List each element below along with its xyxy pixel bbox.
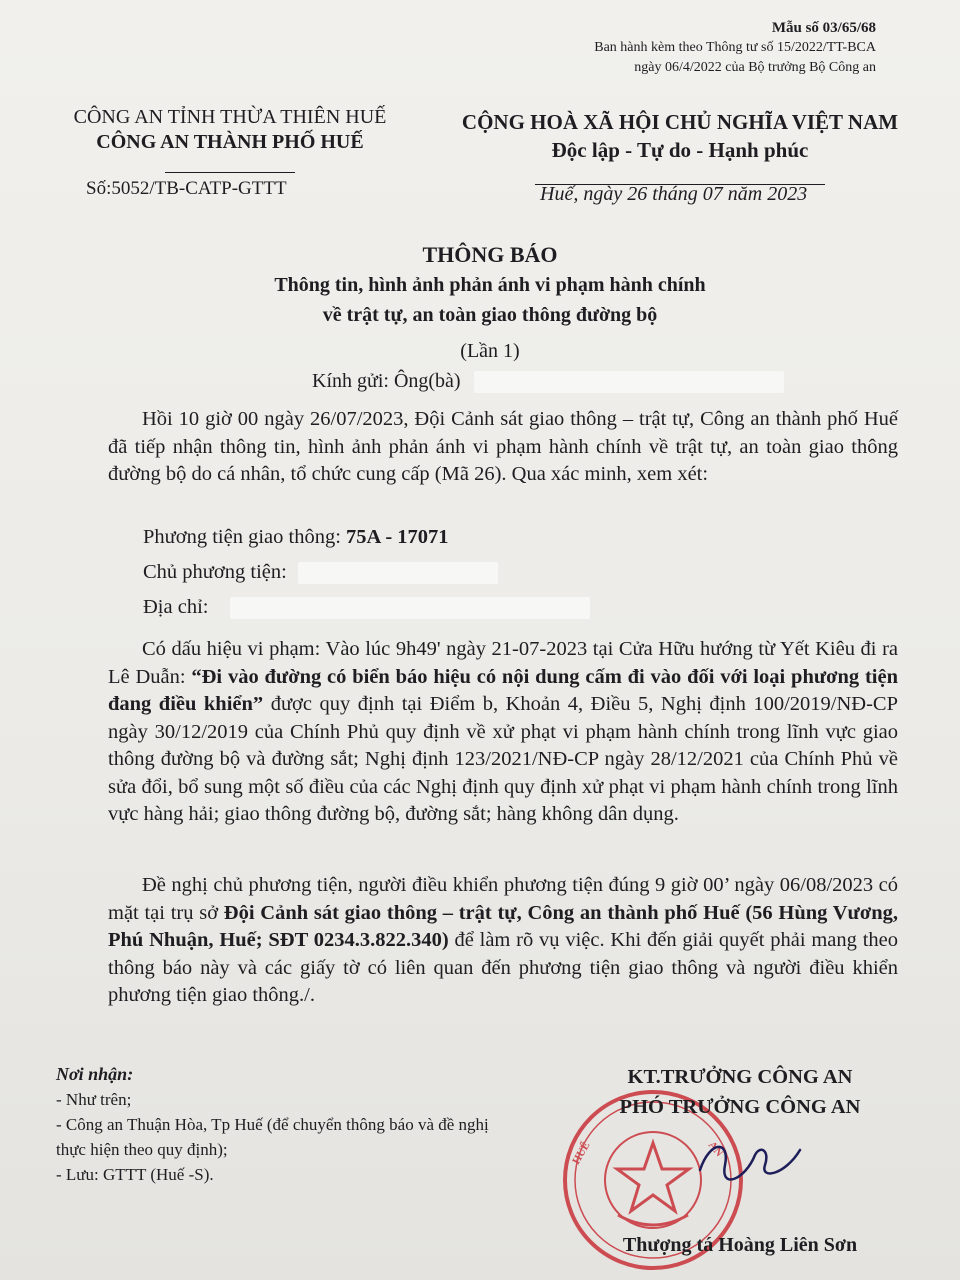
request-office: Đội Cảnh sát giao thông – trật tự, Công an thành phố Huế (56 Hùng Vương, Phú Nhuận, Huế; SĐT 0234.3.822.340) [108, 901, 898, 951]
owner-field [143, 561, 498, 584]
violation-lead: Có dấu hiệu vi phạm: Vào lúc 9h49' ngày 21-07-2023 tại Cửa Hữu hướng từ Yết Kiêu đi ra Lê Duẫn: [108, 638, 898, 688]
notice-subtitle-1: Thông tin, hình ảnh phản ánh vi phạm hành chính [274, 274, 706, 296]
national-motto: Độc lập - Tự do - Hạnh phúc [551, 138, 809, 162]
national-heading [430, 108, 930, 192]
address-field [143, 596, 590, 619]
place-and-date: Huế, ngày 26 tháng 07 năm 2023 [540, 183, 808, 205]
recipient-label: Kính gửi: Ông(bà) [312, 370, 461, 392]
agency-name: CÔNG AN THÀNH PHỐ HUẾ [96, 131, 364, 153]
receiver-item: - Công an Thuận Hòa, Tp Huế (để chuyển thông báo và đề nghị thực hiện theo quy định); [56, 1115, 489, 1159]
notice-subtitle-2: về trật tự, an toàn giao thông đường bộ [322, 304, 658, 326]
notice-title: THÔNG BÁO [422, 242, 558, 267]
violation-offense: “Đi vào đường có biển báo hiệu có nội dung cấm đi vào đối với loại phương tiện đang điều khiển” [108, 665, 899, 715]
form-reference [594, 18, 876, 78]
notice-title-block [100, 240, 880, 366]
receivers-heading: Nơi nhận: [56, 1064, 134, 1084]
license-plate: 75A - 17071 [346, 526, 449, 548]
form-issued-date: ngày 06/4/2022 của Bộ trưởng Bộ Công an [634, 60, 876, 75]
violation-legal-basis: được quy định tại Điểm b, Khoản 4, Điều 5, Nghị định 100/2019/NĐ-CP ngày 30/12/2019 của Chính Phủ quy định về xử phạt vi phạm hành chính trong lĩnh vực giao thông đường bộ và đường sắt; Nghị định 123/2021/NĐ-CP ngày 28/12/2021 của Chính Phủ về sửa đổi, bổ sung một số điều của các Nghị định quy định xử phạt vi phạm hành chính trong lĩnh vực hàng hải; giao thông đường bộ, đường sắt; hàng không dân dụng. [108, 693, 899, 825]
redacted-owner [298, 562, 498, 584]
request-lead: Đề nghị chủ phương tiện, người điều khiển phương tiện đúng 9 giờ 00’ ngày 06/08/2023 có mặt tại trụ sở [108, 874, 898, 924]
parent-agency: CÔNG AN TỈNH THỪA THIÊN HUẾ [73, 106, 387, 128]
signer-block [560, 1062, 920, 1122]
form-issued-by: Ban hành kèm theo Thông tư số 15/2022/TT-BCA [594, 40, 876, 55]
intro-paragraph: Hồi 10 giờ 00 ngày 26/07/2023, Đội Cảnh sát giao thông – trật tự, Công an thành phố Huế đã tiếp nhận thông tin, hình ảnh phản ánh vi phạm hành chính về trật tự, an toàn giao thông đường bộ do cá nhân, tổ chức cung cấp (Mã 26). Qua xác minh, xem xét: [108, 408, 898, 485]
signer-title-1: KT.TRƯỞNG CÔNG AN [627, 1066, 853, 1088]
violation-paragraph [108, 636, 898, 829]
receiver-item: - Lưu: GTTT (Huế -S). [56, 1165, 214, 1184]
redacted-recipient [474, 371, 784, 393]
signer-name: Thượng tá Hoàng Liên Sơn [622, 1234, 858, 1256]
address-label: Địa chỉ: [143, 596, 209, 618]
redacted-address [230, 597, 590, 619]
signer-title-2: PHÓ TRƯỞNG CÔNG AN [619, 1096, 861, 1118]
receiver-item: - Như trên; [56, 1090, 132, 1109]
vehicle-field [143, 526, 449, 549]
handwritten-signature [690, 1130, 810, 1190]
receivers-block [56, 1062, 516, 1187]
form-number: Mẫu số 03/65/68 [771, 20, 876, 36]
issuing-agency-block [40, 105, 420, 180]
svg-text:HUẾ: HUẾ [570, 1139, 593, 1167]
document-number: Số:5052/TB-CATP-GTTT [86, 178, 287, 199]
vehicle-label: Phương tiện giao thông: [143, 526, 341, 548]
owner-label: Chủ phương tiện: [143, 561, 287, 583]
recipient-line [312, 370, 784, 393]
nation-name: CỘNG HOÀ XÃ HỘI CHỦ NGHĨA VIỆT NAM [461, 110, 899, 134]
request-paragraph [108, 872, 898, 1010]
notice-round: (Lần 1) [460, 340, 520, 362]
svg-text:AN: AN [705, 1139, 726, 1160]
agency-underline [165, 172, 295, 173]
request-tail: để làm rõ vụ việc. Khi đến giải quyết phải mang theo thông báo này và các giấy tờ có liên quan đến phương tiện giao thông và người điều khiển phương tiện giao thông./. [108, 929, 898, 1006]
